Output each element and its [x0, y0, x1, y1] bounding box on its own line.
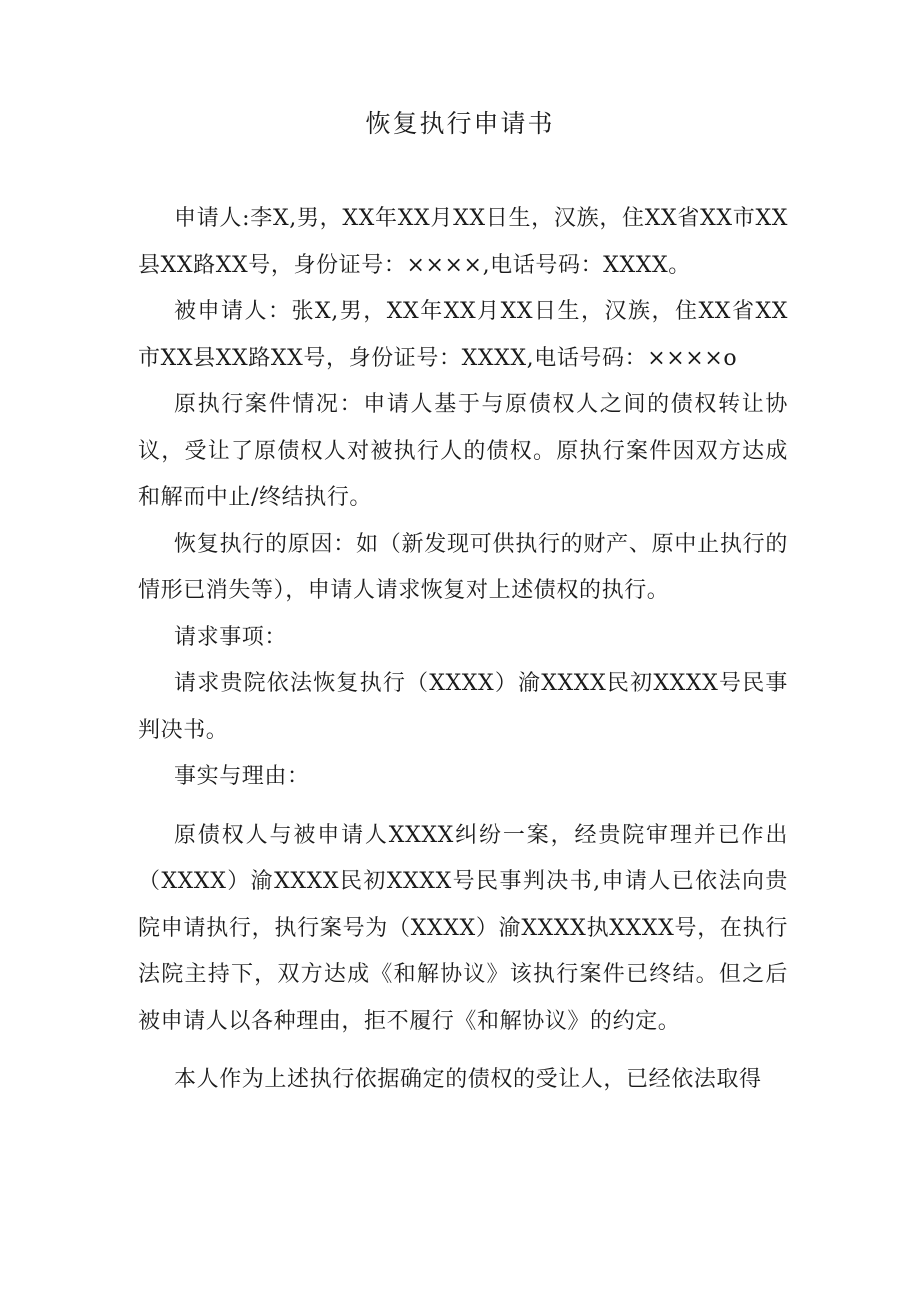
resume-reason-paragraph: 恢复执行的原因：如（新发现可供执行的财产、原中止执行的情形已消失等），申请人请求恢复对上述债权的执行。: [138, 531, 788, 603]
facts-heading: 事实与理由：: [174, 764, 310, 789]
original-case-paragraph: 原执行案件情况：申请人基于与原债权人之间的债权转让协议，受让了原债权人对被执行人的债权。原执行案件因双方达成和解而中止/终结执行。: [138, 392, 788, 510]
document-body: [138, 196, 788, 1104]
assignee-paragraph: 本人作为上述执行依据确定的债权的受让人，已经依法取得: [174, 1067, 762, 1092]
applicant-paragraph: 申请人:李X,男，XX年XX月XX日生，汉族，住XX省XX市XX县XX路XX号，身份证号：××××,电话号码：XXXX。: [138, 206, 788, 278]
claims-paragraph: 请求贵院依法恢复执行（XXXX）渝XXXX民初XXXX号民事判决书。: [138, 671, 788, 743]
facts-paragraph: 原债权人与被申请人XXXX纠纷一案，经贵院审理并已作出（XXXX）渝XXXX民初XXXX号民事判决书,申请人已依法向贵院申请执行，执行案号为（XXXX）渝XXXX执XXXX号，在执行法院主持下，双方达成《和解协议》该执行案件已终结。但之后被申请人以各种理由，拒不履行《和解协议》的约定。: [138, 822, 788, 1034]
claims-heading: 请求事项：: [174, 624, 288, 650]
document-title: 恢复执行申请书: [365, 109, 555, 138]
respondent-paragraph: 被申请人：张X,男，XX年XX月XX日生，汉族，住XX省XX市XX县XX路XX号，身份证号：XXXX,电话号码：××××o: [138, 299, 788, 371]
